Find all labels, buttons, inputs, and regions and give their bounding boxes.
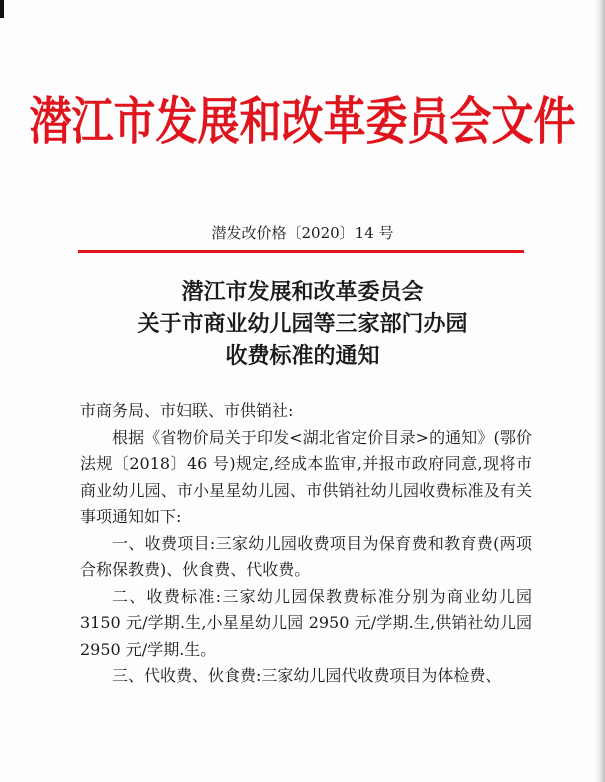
document-header-title: 潜江市发展和改革委员会文件	[29, 91, 576, 152]
page-edge-shadow	[595, 0, 605, 782]
notice-title-line-1: 潜江市发展和改革委员会	[181, 279, 424, 305]
document-number: 潜发改价格〔2020〕14 号	[211, 224, 394, 242]
body-paragraph-3: 二、收费标准:三家幼儿园保教费标准分别为商业幼儿园 3150 元/学期.生,小星星幼儿园 2950 元/学期.生,供销社幼儿园 2950 元/学期.生。	[80, 586, 532, 659]
notice-body	[80, 398, 532, 690]
body-paragraph-1: 根据《省物价局关于印发<湖北省定价目录>的通知》(鄂价法规〔2018〕46 号)规定,经成本监审,并报市政府同意,现将市商业幼儿园、市小星星幼儿园、市供销社幼儿园收费标准及有关事项通知如下:	[80, 427, 532, 526]
notice-title-line-3: 收费标准的通知	[225, 343, 380, 369]
notice-title	[0, 276, 605, 372]
red-divider-line	[78, 250, 524, 253]
addressee-line: 市商务局、市妇联、市供销社:	[80, 401, 294, 420]
body-paragraph-2: 一、收费项目:三家幼儿园收费项目为保育费和教育费(两项合称保教费)、伙食费、代收费。	[80, 533, 532, 579]
notice-title-line-2: 关于市商业幼儿园等三家部门办园	[137, 311, 468, 337]
scan-corner-mark	[0, 0, 4, 18]
body-paragraph-4: 三、代收费、伙食费:三家幼儿园代收费项目为体检费、	[112, 666, 502, 685]
